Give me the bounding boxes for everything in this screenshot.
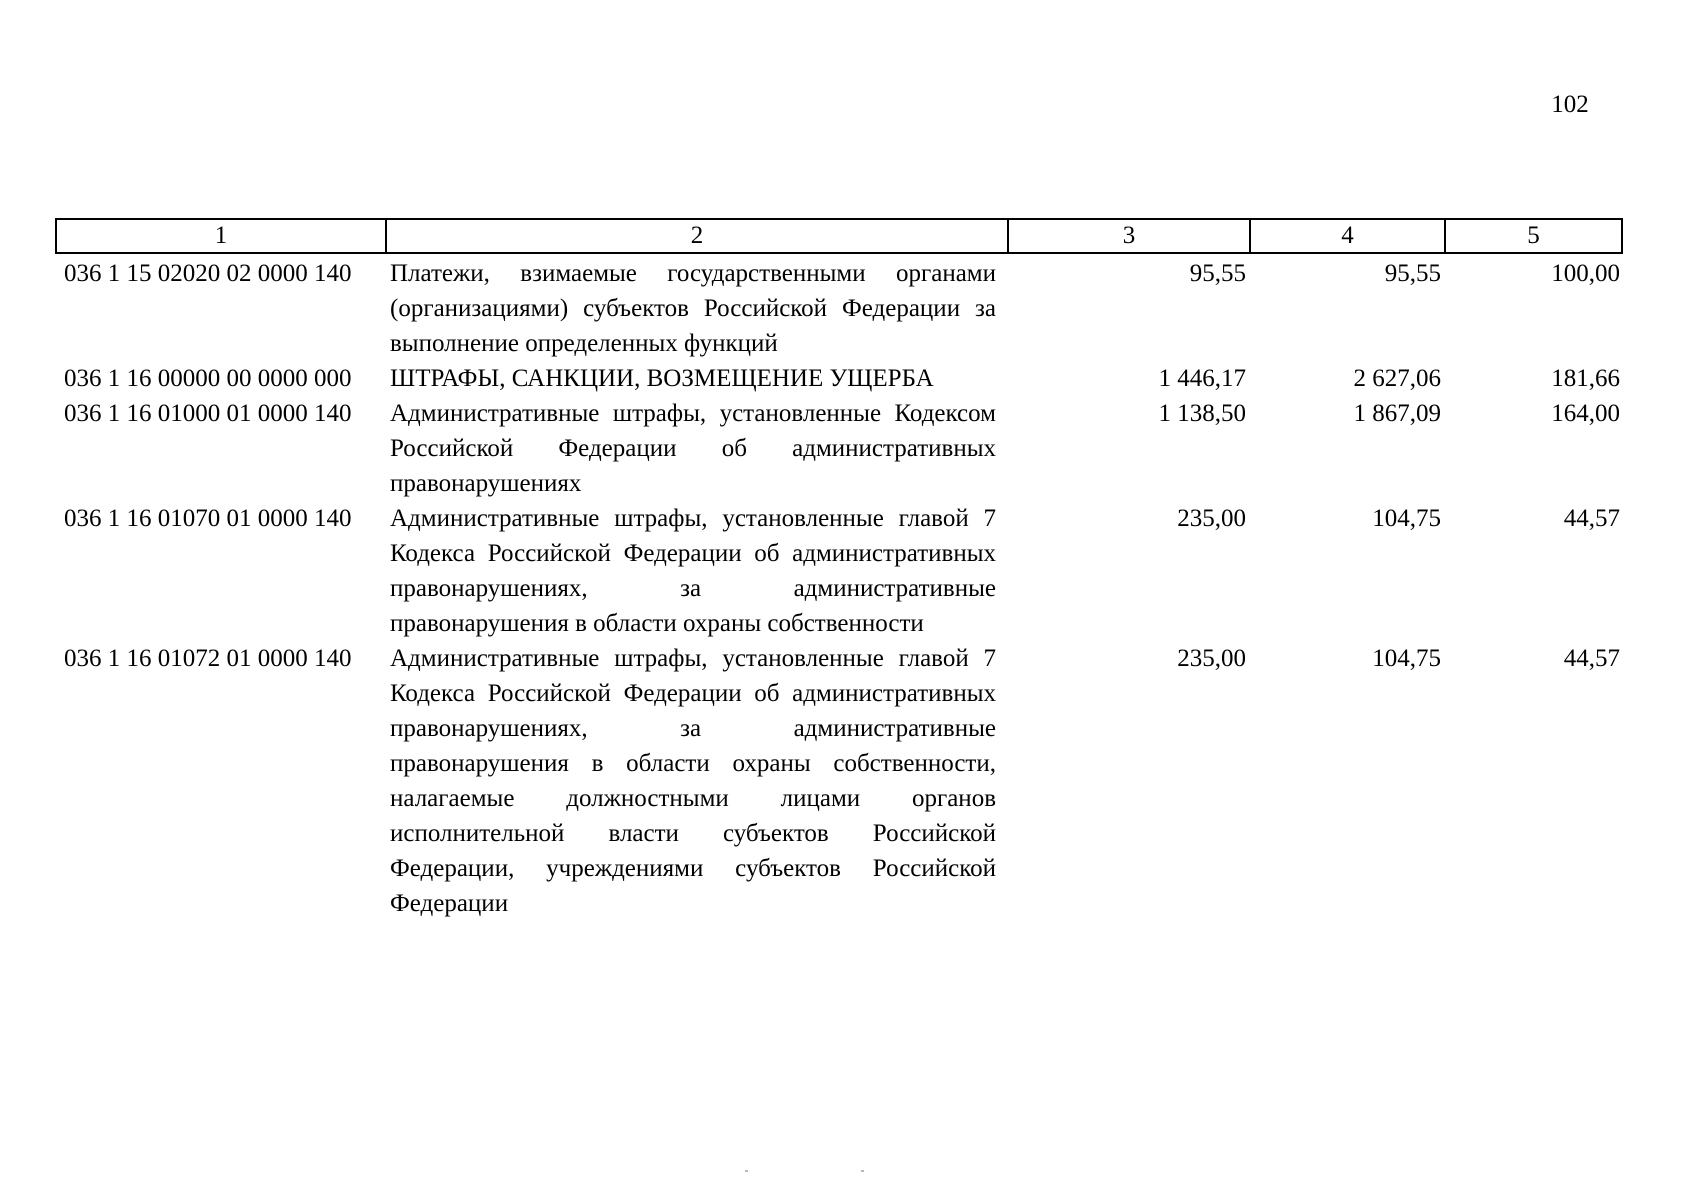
row-name: ШТРАФЫ, САНКЦИИ, ВОЗМЕЩЕНИЕ УЩЕРБА [390,365,934,392]
table-row [56,501,1622,641]
header-col-1: 1 [56,219,386,253]
header-col-2: 2 [386,219,1008,253]
row-col3: 1 138,50 [1158,400,1246,427]
row-name: Административные штрафы, установленные Кодексом Российской Федерации об административных правонарушениях [390,400,996,497]
row-col5: 164,00 [1551,400,1620,427]
row-col4: 95,55 [1384,260,1441,287]
row-col5: 44,57 [1563,645,1620,672]
table-header [56,219,1622,253]
row-code: 036 1 16 00000 00 0000 000 [64,365,352,392]
row-col4: 2 627,06 [1353,365,1441,392]
row-col3: 235,00 [1177,645,1246,672]
row-code: 036 1 16 01000 01 0000 140 [64,400,352,427]
row-name: Платежи, взимаемые государственными органами (организациями) субъектов Российской Федерации за выполнение определенных функций [390,260,996,357]
table-row [56,253,1622,361]
table-body [56,253,1622,921]
row-name: Административные штрафы, установленные главой 7 Кодекса Российской Федерации об административных правонарушениях, за административные правонарушения в области охраны собственности, налагаемые должностными лицами органов исполнительной власти субъектов Российской Федерации, учреждениями субъектов Российской Федерации [390,645,996,917]
table-row [56,396,1622,501]
table-row [56,641,1622,921]
table-row [56,361,1622,396]
row-col3: 235,00 [1177,505,1246,532]
header-col-5: 5 [1445,219,1622,253]
row-code: 036 1 16 01070 01 0000 140 [64,505,352,532]
revenue-table [55,218,1623,921]
row-col4: 104,75 [1372,645,1441,672]
row-code: 036 1 16 01072 01 0000 140 [64,645,352,672]
row-col5: 44,57 [1563,505,1620,532]
page-number: 102 [1551,91,1589,118]
row-col3: 1 446,17 [1158,365,1246,392]
row-col3: 95,55 [1189,260,1246,287]
scan-artifact-dots [745,1170,865,1174]
header-col-3: 3 [1008,219,1250,253]
row-col4: 104,75 [1372,505,1441,532]
header-row [56,219,1622,253]
row-col4: 1 867,09 [1353,400,1441,427]
row-col5: 100,00 [1551,260,1620,287]
header-col-4: 4 [1250,219,1445,253]
row-code: 036 1 15 02020 02 0000 140 [64,260,352,287]
row-name: Административные штрафы, установленные главой 7 Кодекса Российской Федерации об административных правонарушениях, за административные правонарушения в области охраны собственности [390,505,996,637]
row-col5: 181,66 [1551,365,1620,392]
